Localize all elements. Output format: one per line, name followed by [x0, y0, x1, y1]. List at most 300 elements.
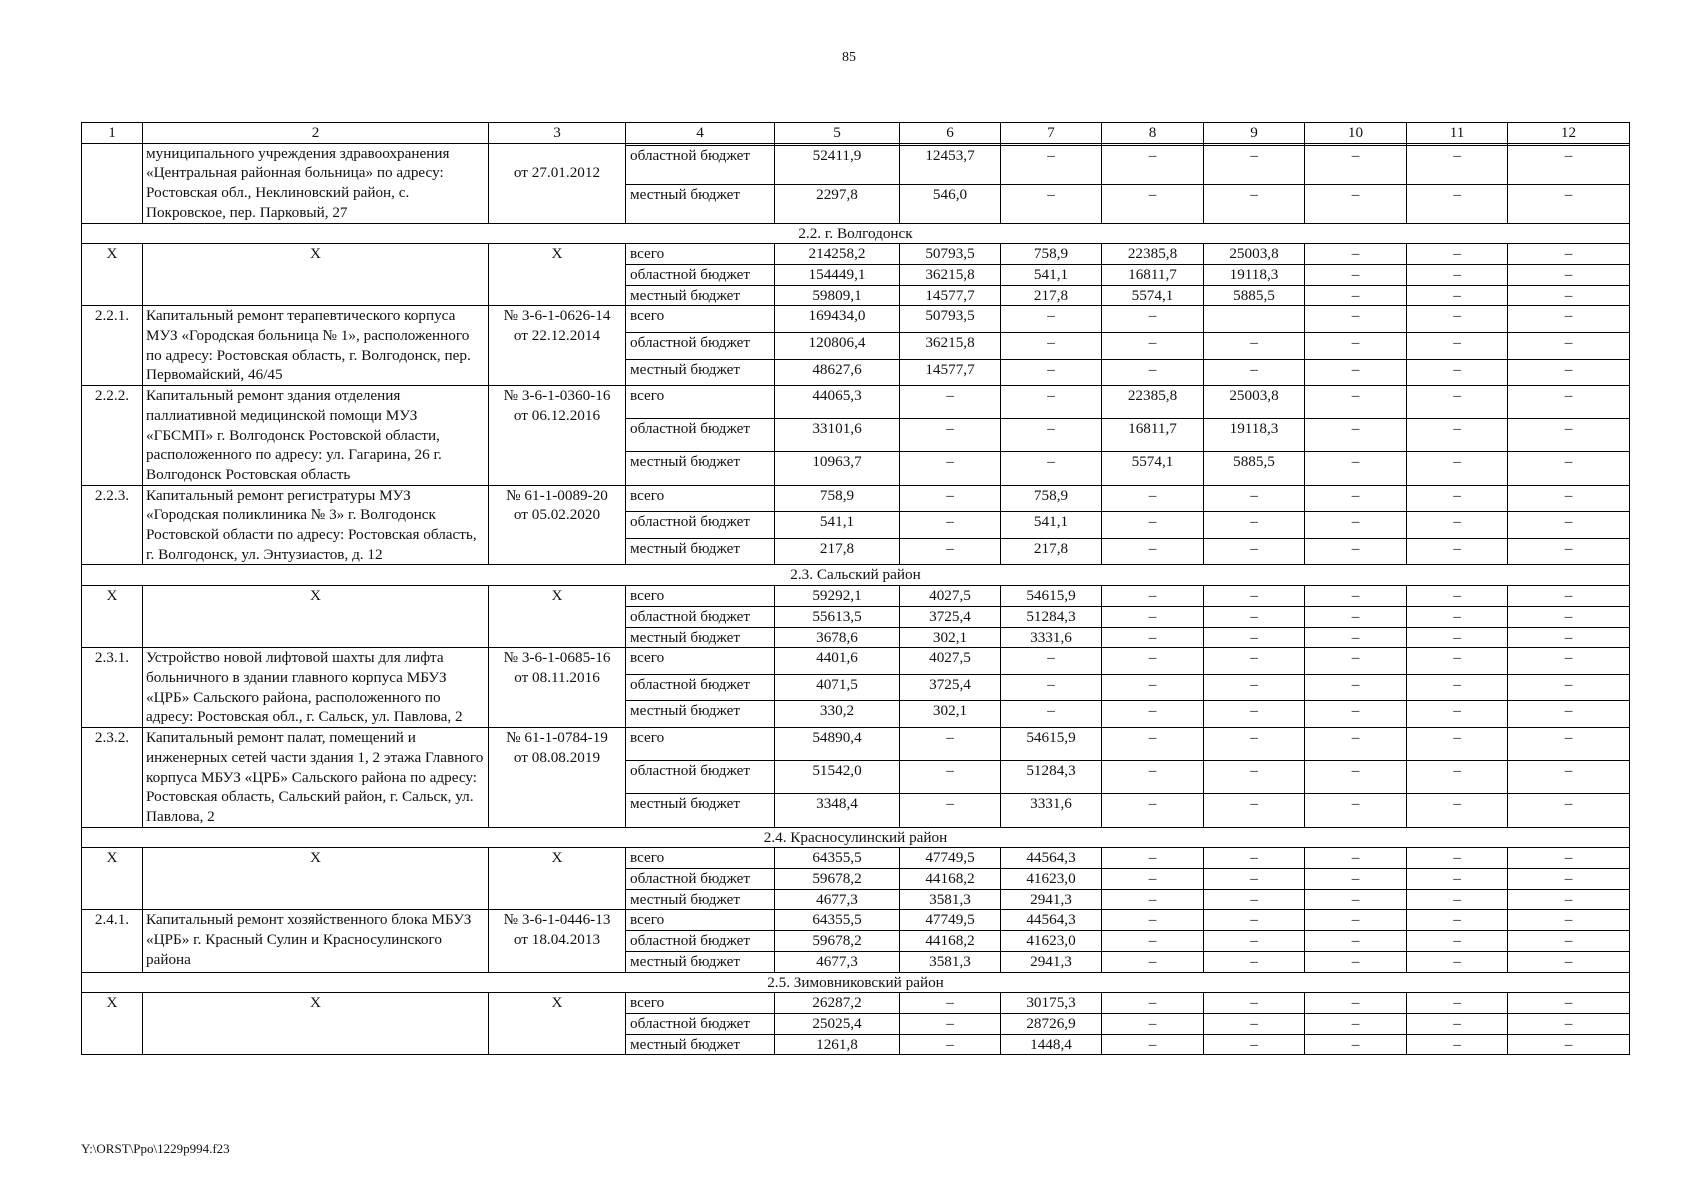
value-cell: – — [1407, 386, 1508, 419]
value-cell: – — [1305, 485, 1407, 512]
value-cell: – — [1204, 794, 1305, 827]
value-cell: 55613,5 — [775, 606, 900, 627]
value-cell: – — [1508, 285, 1630, 306]
value-cell: 758,9 — [775, 485, 900, 512]
funding-source: областной бюджет — [626, 869, 775, 890]
value-cell: – — [1508, 538, 1630, 565]
document-line: № 3-6-1-0626-14 — [503, 307, 611, 325]
value-cell: 26287,2 — [775, 993, 900, 1014]
document-line: от 05.02.2020 — [513, 506, 601, 524]
total-marker: Х — [143, 993, 489, 1055]
value-cell: – — [1508, 869, 1630, 890]
value-cell: – — [1508, 512, 1630, 539]
item-row — [82, 485, 1630, 512]
funding-source: областной бюджет — [626, 512, 775, 539]
value-cell: – — [1407, 244, 1508, 265]
value-cell: – — [1204, 586, 1305, 607]
value-cell: – — [1407, 359, 1508, 386]
header-row — [82, 123, 1630, 144]
value-cell: – — [1305, 332, 1407, 359]
value-cell: – — [1407, 910, 1508, 931]
value-cell: – — [1204, 889, 1305, 910]
value-cell: 541,1 — [1001, 512, 1102, 539]
section-title: 2.5. Зимовниковский район — [82, 972, 1630, 993]
value-cell: – — [1508, 1013, 1630, 1034]
document-line: от 08.08.2019 — [513, 748, 601, 766]
value-cell: – — [1305, 285, 1407, 306]
value-cell: – — [1305, 951, 1407, 972]
item-description: Капитальный ремонт палат, помещений и инженерных сетей части здания 1, 2 этажа Главного корпуса МБУЗ «ЦРБ» Сальского района по адресу: Ростовская область, Сальский район, г. Сальск, ул. Павлова, 2 — [143, 728, 489, 828]
value-cell: – — [1407, 452, 1508, 485]
value-cell: 30175,3 — [1001, 993, 1102, 1014]
value-cell: – — [1508, 794, 1630, 827]
value-cell: – — [1508, 910, 1630, 931]
document-line: от 08.11.2016 — [514, 668, 600, 686]
value-cell: – — [1204, 931, 1305, 952]
item-row — [82, 910, 1630, 931]
value-cell: – — [1102, 627, 1204, 648]
item-description: Капитальный ремонт хозяйственного блока МБУЗ «ЦРБ» г. Красный Сулин и Красносулинского района — [143, 910, 489, 972]
funding-source: областной бюджет — [626, 674, 775, 701]
value-cell: – — [1102, 306, 1204, 333]
item-description: Капитальный ремонт здания отделения паллиативной медицинской помощи МУЗ «ГБСМП» г. Волгодонск Ростовской области, расположенного по адресу: ул. Гагарина, 26 г. Волгодонск Ростовская область — [143, 386, 489, 486]
section-title: 2.2. г. Волгодонск — [82, 223, 1630, 244]
funding-source: всего — [626, 910, 775, 931]
value-cell: – — [1102, 538, 1204, 565]
value-cell: 47749,5 — [900, 848, 1001, 869]
value-cell: – — [900, 728, 1001, 761]
value-cell: – — [1407, 931, 1508, 952]
value-cell: – — [1508, 701, 1630, 728]
value-cell: 19118,3 — [1204, 419, 1305, 452]
value-cell: 541,1 — [1001, 264, 1102, 285]
value-cell: – — [1508, 931, 1630, 952]
value-cell: – — [1204, 761, 1305, 794]
total-marker: Х — [489, 848, 626, 910]
value-cell: – — [900, 419, 1001, 452]
value-cell: – — [1407, 951, 1508, 972]
value-cell: 22385,8 — [1102, 386, 1204, 419]
column-header: 8 — [1102, 123, 1204, 144]
value-cell: 758,9 — [1001, 244, 1102, 265]
funding-source: всего — [626, 648, 775, 675]
item-document — [489, 306, 626, 386]
funding-source: местный бюджет — [626, 1034, 775, 1055]
value-cell: – — [1102, 701, 1204, 728]
funding-source: всего — [626, 386, 775, 419]
value-cell: – — [1204, 538, 1305, 565]
value-cell: – — [1407, 285, 1508, 306]
page-number: 85 — [842, 50, 856, 65]
item-number: 2.4.1. — [82, 910, 143, 972]
value-cell: – — [1204, 993, 1305, 1014]
value-cell: 16811,7 — [1102, 419, 1204, 452]
value-cell: – — [1305, 674, 1407, 701]
value-cell: – — [1407, 538, 1508, 565]
value-cell: – — [1407, 1034, 1508, 1055]
value-cell: – — [1102, 848, 1204, 869]
value-cell: – — [1508, 332, 1630, 359]
column-header: 10 — [1305, 123, 1407, 144]
item-document — [489, 910, 626, 972]
value-cell: – — [1508, 452, 1630, 485]
value-cell — [1204, 306, 1305, 333]
value-cell: 16811,7 — [1102, 264, 1204, 285]
value-cell: 5574,1 — [1102, 285, 1204, 306]
value-cell: – — [1508, 993, 1630, 1014]
value-cell: – — [1102, 794, 1204, 827]
value-cell: – — [1001, 184, 1102, 223]
value-cell: 217,8 — [775, 538, 900, 565]
value-cell: 41623,0 — [1001, 931, 1102, 952]
value-cell: 302,1 — [900, 701, 1001, 728]
value-cell: 19118,3 — [1204, 264, 1305, 285]
value-cell: – — [1001, 145, 1102, 184]
value-cell: – — [1102, 910, 1204, 931]
value-cell: – — [1407, 627, 1508, 648]
value-cell: 120806,4 — [775, 332, 900, 359]
value-cell: – — [1305, 761, 1407, 794]
item-description: муниципального учреждения здравоохранения «Центральная районная больница» по адресу: Ростовская обл., Неклиновский район, с. Покровское, пер. Парковый, 27 — [143, 143, 489, 223]
value-cell: – — [1305, 648, 1407, 675]
section-title: 2.3. Сальский район — [82, 565, 1630, 586]
value-cell: 3331,6 — [1001, 794, 1102, 827]
value-cell: – — [1204, 359, 1305, 386]
value-cell: 3581,3 — [900, 889, 1001, 910]
value-cell: 41623,0 — [1001, 869, 1102, 890]
document-line — [492, 144, 622, 164]
value-cell: 64355,5 — [775, 910, 900, 931]
value-cell: – — [1407, 184, 1508, 223]
column-header: 7 — [1001, 123, 1102, 144]
value-cell: – — [1102, 648, 1204, 675]
value-cell: 50793,5 — [900, 244, 1001, 265]
value-cell: 4027,5 — [900, 648, 1001, 675]
total-marker: Х — [143, 848, 489, 910]
value-cell: – — [1102, 586, 1204, 607]
value-cell: – — [1508, 264, 1630, 285]
column-header: 12 — [1508, 123, 1630, 144]
document-line: от 22.12.2014 — [513, 327, 601, 345]
value-cell: 3725,4 — [900, 606, 1001, 627]
section-row — [82, 223, 1630, 244]
value-cell: – — [1204, 1013, 1305, 1034]
value-cell: – — [1102, 332, 1204, 359]
value-cell: 217,8 — [1001, 285, 1102, 306]
value-cell: – — [900, 386, 1001, 419]
value-cell: – — [1407, 701, 1508, 728]
value-cell: – — [1204, 674, 1305, 701]
value-cell: – — [1102, 728, 1204, 761]
value-cell: – — [1305, 264, 1407, 285]
column-header: 5 — [775, 123, 900, 144]
value-cell: – — [1407, 889, 1508, 910]
document-line: № 3-6-1-0685-16 — [503, 649, 611, 667]
value-cell: – — [1305, 359, 1407, 386]
column-header: 2 — [143, 123, 489, 144]
value-cell: 28726,9 — [1001, 1013, 1102, 1034]
funding-source: областной бюджет — [626, 264, 775, 285]
value-cell: – — [1305, 606, 1407, 627]
value-cell: 3581,3 — [900, 951, 1001, 972]
value-cell: – — [1305, 145, 1407, 184]
value-cell: – — [1102, 359, 1204, 386]
funding-source: областной бюджет — [626, 931, 775, 952]
value-cell: – — [1204, 951, 1305, 972]
funding-source: всего — [626, 993, 775, 1014]
footer-file-path: Y:\ORST\Ppo\1229p994.f23 — [81, 1141, 230, 1156]
value-cell: – — [1305, 889, 1407, 910]
funding-source: всего — [626, 728, 775, 761]
value-cell: – — [1508, 586, 1630, 607]
section-row — [82, 565, 1630, 586]
item-document — [489, 728, 626, 828]
value-cell: – — [900, 993, 1001, 1014]
value-cell: – — [1407, 761, 1508, 794]
value-cell: – — [1508, 728, 1630, 761]
value-cell: – — [900, 761, 1001, 794]
funding-source: местный бюджет — [626, 627, 775, 648]
total-marker: Х — [489, 993, 626, 1055]
value-cell: – — [1204, 184, 1305, 223]
value-cell: – — [1407, 728, 1508, 761]
value-cell: – — [1305, 452, 1407, 485]
value-cell: – — [1204, 910, 1305, 931]
value-cell: – — [900, 1013, 1001, 1034]
value-cell: – — [1305, 910, 1407, 931]
value-cell: – — [1508, 606, 1630, 627]
value-cell: 64355,5 — [775, 848, 900, 869]
value-cell: – — [1305, 993, 1407, 1014]
funding-source: местный бюджет — [626, 285, 775, 306]
column-header: 6 — [900, 123, 1001, 144]
funding-source: всего — [626, 306, 775, 333]
funding-source: всего — [626, 485, 775, 512]
value-cell: – — [1204, 485, 1305, 512]
value-cell: 54890,4 — [775, 728, 900, 761]
value-cell: 44564,3 — [1001, 910, 1102, 931]
value-cell: – — [1508, 419, 1630, 452]
value-cell: – — [1407, 648, 1508, 675]
value-cell: – — [1001, 386, 1102, 419]
item-number: 2.3.1. — [82, 648, 143, 728]
value-cell: – — [1305, 586, 1407, 607]
document-line: № 61-1-0089-20 — [506, 486, 608, 504]
total-row — [82, 848, 1630, 869]
total-marker: Х — [82, 848, 143, 910]
funding-source: местный бюджет — [626, 701, 775, 728]
item-document — [489, 143, 626, 223]
total-marker: Х — [143, 244, 489, 306]
value-cell: – — [900, 538, 1001, 565]
value-cell: – — [1407, 332, 1508, 359]
value-cell: 330,2 — [775, 701, 900, 728]
total-marker: Х — [82, 993, 143, 1055]
value-cell: 217,8 — [1001, 538, 1102, 565]
value-cell: – — [1102, 951, 1204, 972]
value-cell: – — [1305, 512, 1407, 539]
value-cell: – — [1305, 306, 1407, 333]
value-cell: 50793,5 — [900, 306, 1001, 333]
funding-source: местный бюджет — [626, 889, 775, 910]
value-cell: – — [1204, 869, 1305, 890]
value-cell: – — [1204, 332, 1305, 359]
column-header: 11 — [1407, 123, 1508, 144]
value-cell: – — [1305, 794, 1407, 827]
total-marker: Х — [82, 586, 143, 648]
value-cell: – — [1102, 869, 1204, 890]
value-cell: 169434,0 — [775, 306, 900, 333]
item-document — [489, 386, 626, 486]
budget-table — [81, 122, 1630, 1055]
value-cell: – — [1204, 627, 1305, 648]
budget-table-wrapper — [81, 122, 1630, 1055]
value-cell: – — [900, 452, 1001, 485]
value-cell: – — [1407, 606, 1508, 627]
document-line: № 61-1-0784-19 — [506, 729, 608, 747]
total-marker: Х — [489, 244, 626, 306]
value-cell: – — [1508, 889, 1630, 910]
value-cell: 59678,2 — [775, 869, 900, 890]
value-cell: 22385,8 — [1102, 244, 1204, 265]
value-cell: – — [1407, 848, 1508, 869]
value-cell: – — [1305, 869, 1407, 890]
value-cell: – — [1204, 512, 1305, 539]
total-marker: Х — [143, 586, 489, 648]
value-cell: 14577,7 — [900, 359, 1001, 386]
value-cell: – — [1204, 145, 1305, 184]
item-row — [82, 386, 1630, 419]
section-row — [82, 972, 1630, 993]
value-cell: – — [1102, 889, 1204, 910]
item-description: Капитальный ремонт терапевтического корпуса МУЗ «Городская больница № 1», расположенного по адресу: Ростовская область, г. Волгодонск, пер. Первомайский, 46/45 — [143, 306, 489, 386]
value-cell: 214258,2 — [775, 244, 900, 265]
value-cell: 4677,3 — [775, 889, 900, 910]
total-marker: Х — [489, 586, 626, 648]
funding-source: местный бюджет — [626, 359, 775, 386]
value-cell: – — [1102, 1013, 1204, 1034]
value-cell: – — [1305, 1034, 1407, 1055]
value-cell: 1448,4 — [1001, 1034, 1102, 1055]
value-cell: – — [1204, 1034, 1305, 1055]
value-cell: 302,1 — [900, 627, 1001, 648]
value-cell: 1261,8 — [775, 1034, 900, 1055]
item-row — [82, 306, 1630, 333]
value-cell: – — [900, 485, 1001, 512]
item-number: 2.2.3. — [82, 485, 143, 565]
value-cell: 47749,5 — [900, 910, 1001, 931]
item-description: Устройство новой лифтовой шахты для лифта больничного в здании главного корпуса МБУЗ «ЦРБ» Сальского района, расположенного по адресу: Ростовская обл., г. Сальск, ул. Павлова, 2 — [143, 648, 489, 728]
value-cell: – — [1508, 386, 1630, 419]
value-cell: – — [1407, 485, 1508, 512]
value-cell: – — [1407, 306, 1508, 333]
value-cell: – — [1508, 951, 1630, 972]
item-row — [82, 728, 1630, 761]
value-cell: – — [1508, 359, 1630, 386]
value-cell: – — [1305, 848, 1407, 869]
value-cell: 4071,5 — [775, 674, 900, 701]
value-cell: – — [900, 794, 1001, 827]
value-cell: 3678,6 — [775, 627, 900, 648]
funding-source: местный бюджет — [626, 794, 775, 827]
value-cell: 2941,3 — [1001, 951, 1102, 972]
value-cell: – — [1407, 586, 1508, 607]
total-row — [82, 586, 1630, 607]
value-cell: – — [1508, 184, 1630, 223]
document-line: от 06.12.2016 — [513, 406, 601, 424]
value-cell: – — [1508, 648, 1630, 675]
value-cell: 3725,4 — [900, 674, 1001, 701]
value-cell: – — [1102, 145, 1204, 184]
value-cell: 44065,3 — [775, 386, 900, 419]
section-row — [82, 827, 1630, 848]
value-cell: 33101,6 — [775, 419, 900, 452]
value-cell: – — [1001, 648, 1102, 675]
value-cell: 546,0 — [900, 184, 1001, 223]
value-cell: – — [1001, 332, 1102, 359]
value-cell: – — [1407, 674, 1508, 701]
value-cell: – — [1305, 419, 1407, 452]
value-cell: 3331,6 — [1001, 627, 1102, 648]
value-cell: – — [1508, 244, 1630, 265]
funding-source: областной бюджет — [626, 606, 775, 627]
item-description: Капитальный ремонт регистратуры МУЗ «Городская поликлиника № 3» г. Волгодонск Ростовской области по адресу: Ростовская область, г. Волгодонск, ул. Энтузиастов, д. 12 — [143, 485, 489, 565]
total-row — [82, 993, 1630, 1014]
document-line: от 27.01.2012 — [513, 164, 601, 182]
value-cell: 3348,4 — [775, 794, 900, 827]
value-cell: – — [1102, 512, 1204, 539]
value-cell: 4677,3 — [775, 951, 900, 972]
column-header: 9 — [1204, 123, 1305, 144]
item-number — [82, 143, 143, 223]
value-cell: – — [1305, 244, 1407, 265]
value-cell: 51284,3 — [1001, 761, 1102, 794]
value-cell: – — [1305, 627, 1407, 648]
value-cell: 51284,3 — [1001, 606, 1102, 627]
value-cell: – — [1508, 485, 1630, 512]
value-cell: – — [1204, 606, 1305, 627]
value-cell: 48627,6 — [775, 359, 900, 386]
value-cell: – — [1305, 386, 1407, 419]
value-cell: – — [1508, 627, 1630, 648]
value-cell: – — [1102, 606, 1204, 627]
document-line: № 3-6-1-0446-13 — [503, 911, 611, 929]
value-cell: – — [1305, 701, 1407, 728]
value-cell: – — [1508, 848, 1630, 869]
value-cell: 36215,8 — [900, 332, 1001, 359]
value-cell: – — [1204, 701, 1305, 728]
value-cell: – — [1001, 359, 1102, 386]
value-cell: 2297,8 — [775, 184, 900, 223]
value-cell: 59292,1 — [775, 586, 900, 607]
document-line: от 18.04.2013 — [513, 931, 601, 949]
value-cell: 54615,9 — [1001, 586, 1102, 607]
value-cell: 5574,1 — [1102, 452, 1204, 485]
funding-source: всего — [626, 244, 775, 265]
value-cell: – — [1204, 728, 1305, 761]
value-cell: – — [1407, 145, 1508, 184]
value-cell: – — [1305, 931, 1407, 952]
value-cell: 4027,5 — [900, 586, 1001, 607]
value-cell: 10963,7 — [775, 452, 900, 485]
value-cell: – — [1102, 1034, 1204, 1055]
value-cell: – — [1508, 761, 1630, 794]
value-cell: – — [1102, 761, 1204, 794]
value-cell: 758,9 — [1001, 485, 1102, 512]
value-cell: 154449,1 — [775, 264, 900, 285]
value-cell: – — [1407, 512, 1508, 539]
funding-source: местный бюджет — [626, 452, 775, 485]
